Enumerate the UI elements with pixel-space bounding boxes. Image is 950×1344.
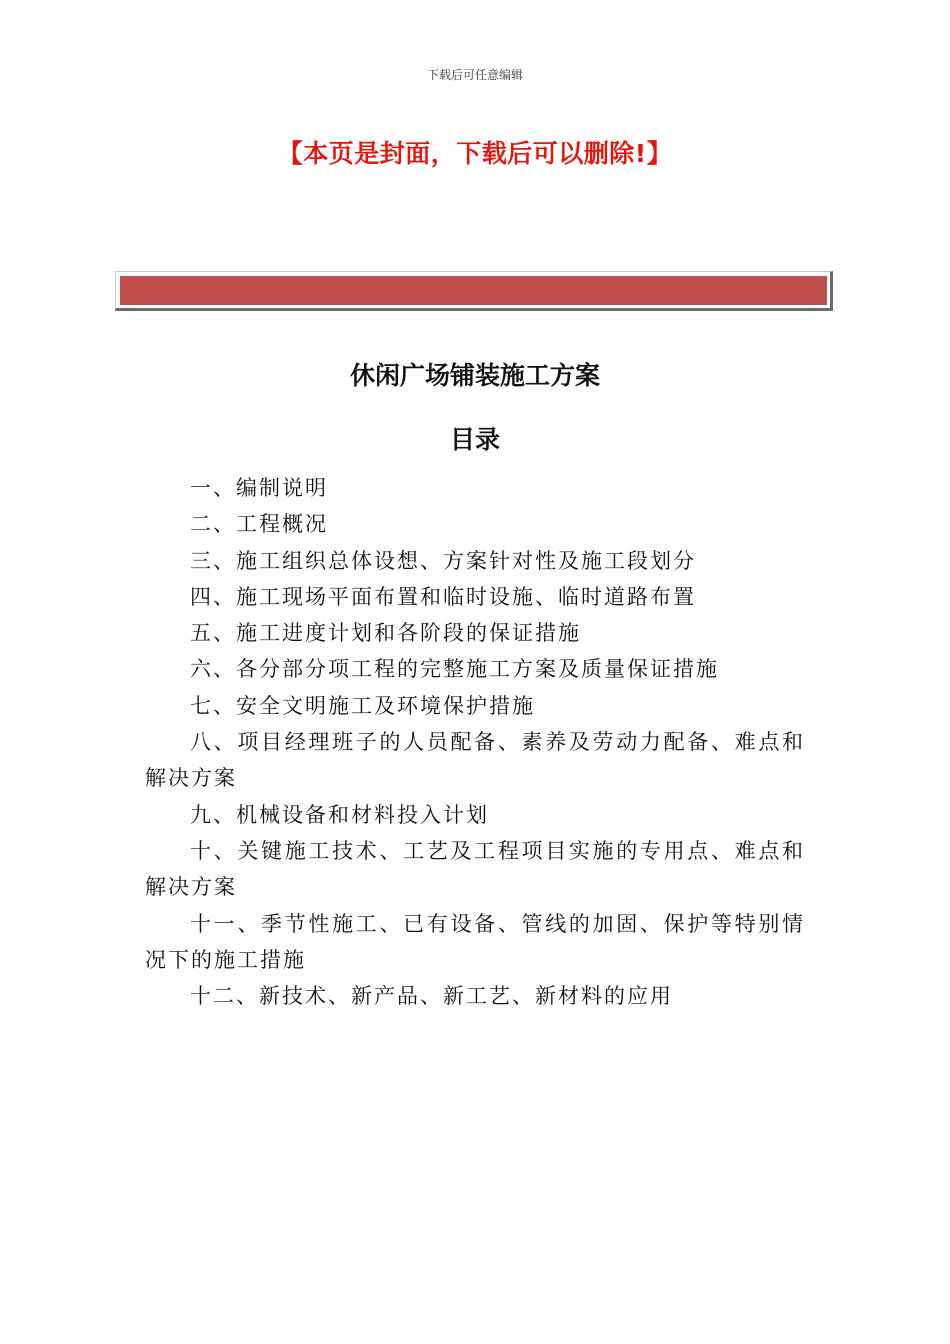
toc-item-7: 七、安全文明施工及环境保护措施 [190,693,535,718]
toc-item-2: 二、工程概况 [190,512,328,537]
banner-fill [120,276,827,305]
toc-item-12: 十二、新技术、新产品、新工艺、新材料的应用 [190,984,673,1009]
table-of-contents [145,470,805,1014]
toc-heading: 目录 [449,425,500,454]
toc-item-8: 八、项目经理班子的人员配备、素养及劳动力配备、难点和解决方案 [145,730,805,791]
document-title: 休闲广场铺装施工方案 [349,361,600,390]
decorative-banner [115,271,833,311]
cover-notice: 【本页是封面，下载后可以删除!】 [277,139,673,168]
toc-item-5: 五、施工进度计划和各阶段的保证措施 [190,621,581,646]
toc-item-10: 十、关键施工技术、工艺及工程项目实施的专用点、难点和解决方案 [145,838,805,900]
toc-item-1: 一、编制说明 [190,476,328,500]
toc-item-6: 六、各分部分项工程的完整施工方案及质量保证措施 [190,657,719,682]
toc-item-3: 三、施工组织总体设想、方案针对性及施工段划分 [190,548,696,573]
header-note: 下载后可任意编辑 [426,68,523,82]
toc-item-9: 九、机械设备和材料投入计划 [190,802,489,827]
toc-item-11: 十一、季节性施工、已有设备、管线的加固、保护等特别情况下的施工措施 [145,911,805,972]
toc-item-4: 四、施工现场平面布置和临时设施、临时道路布置 [190,584,696,609]
